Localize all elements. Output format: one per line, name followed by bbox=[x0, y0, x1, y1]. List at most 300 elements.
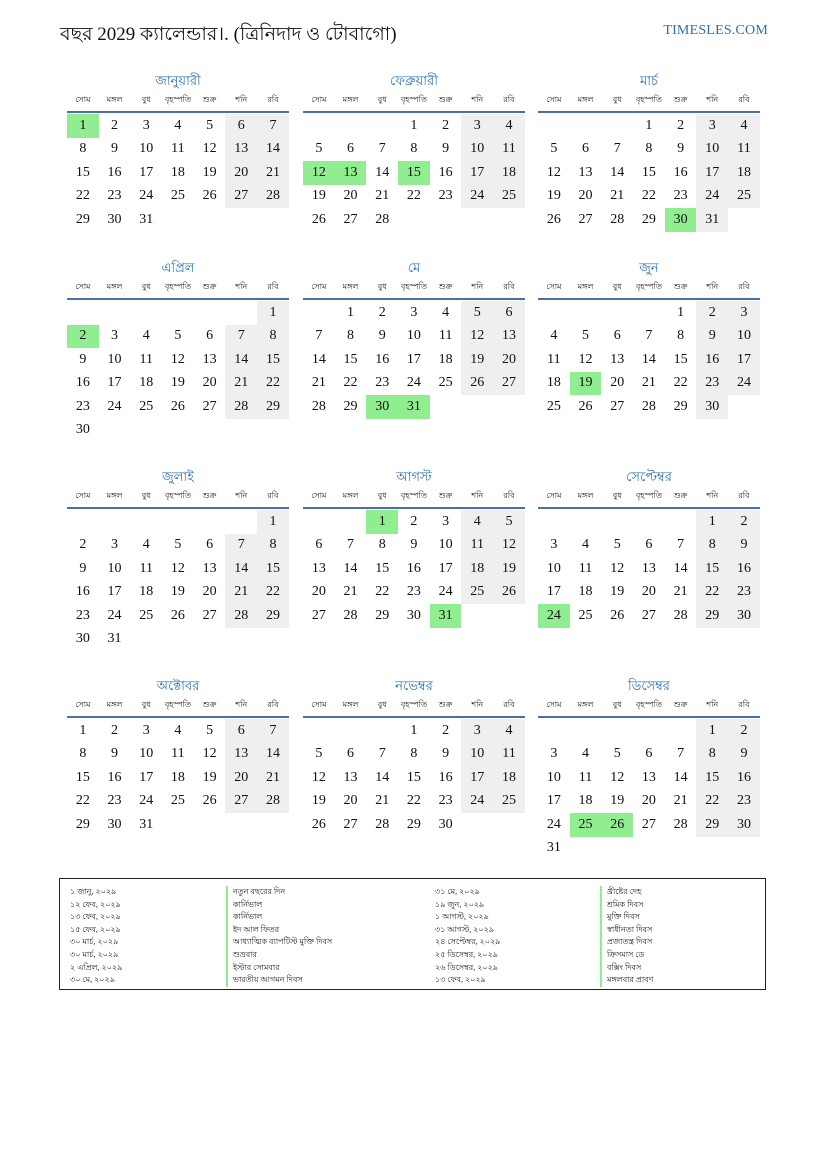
day-cell: 27 bbox=[311, 607, 326, 623]
day-cell: 24 bbox=[546, 816, 561, 832]
weekday-label: বৃহস্পতি bbox=[164, 491, 191, 500]
empty-cell bbox=[570, 719, 602, 743]
day-cell: 30 bbox=[665, 208, 697, 232]
weekday-label: রবি bbox=[503, 491, 515, 500]
day-cell: 22 bbox=[75, 188, 90, 204]
holiday-name: খ্রীষ্টের দেহ bbox=[600, 886, 653, 899]
day-cell: 20 bbox=[202, 375, 217, 391]
day-cell: 8 bbox=[677, 328, 685, 344]
day-cell: 30 bbox=[438, 816, 453, 832]
day-cell: 13 bbox=[225, 743, 257, 767]
day-cell: 29 bbox=[406, 816, 421, 832]
day-cell: 25 bbox=[170, 793, 185, 809]
day-cell: 28 bbox=[225, 604, 257, 628]
weekday-label: বুধ bbox=[612, 282, 622, 291]
day-cell: 17 bbox=[406, 351, 421, 367]
day-cell: 14 bbox=[257, 743, 289, 767]
day-cell: 12 bbox=[303, 161, 335, 185]
day-cell: 3 bbox=[111, 328, 119, 344]
empty-cell bbox=[130, 301, 162, 325]
day-cell: 18 bbox=[438, 351, 453, 367]
holiday-date: ১৩ ফেব, ২০২৯ bbox=[70, 912, 121, 922]
weekday-label: শুক্র bbox=[438, 282, 453, 291]
day-cell: 9 bbox=[728, 534, 760, 558]
month-name: জুন bbox=[639, 260, 659, 275]
day-cell: 5 bbox=[206, 117, 214, 133]
day-cell: 21 bbox=[225, 581, 257, 605]
day-cell: 4 bbox=[550, 328, 558, 344]
day-cell: 31 bbox=[139, 211, 154, 227]
empty-cell bbox=[99, 510, 131, 534]
holiday-date: ২৪ সেপ্টেম্বর, ২০২৯ bbox=[435, 937, 501, 947]
weekday-label: শুক্র bbox=[202, 491, 217, 500]
holiday-date: ৩০ মার্চ, ২০২৯ bbox=[70, 937, 119, 947]
day-cell: 21 bbox=[343, 584, 358, 600]
empty-cell bbox=[570, 301, 602, 325]
weekday-label: রবি bbox=[267, 700, 279, 709]
empty-cell bbox=[665, 510, 697, 534]
day-cell: 25 bbox=[170, 188, 185, 204]
weekday-label: রবি bbox=[738, 282, 750, 291]
day-cell: 25 bbox=[578, 607, 593, 623]
day-cell: 1 bbox=[257, 301, 289, 325]
holiday-name: মুক্তি দিবস bbox=[600, 911, 653, 924]
weekday-label: বুধ bbox=[377, 95, 387, 104]
empty-cell bbox=[335, 719, 367, 743]
day-cell: 3 bbox=[461, 719, 493, 743]
day-cell: 28 bbox=[343, 607, 358, 623]
day-cell: 29 bbox=[75, 816, 90, 832]
day-cell: 6 bbox=[645, 746, 653, 762]
month-name: এপ্রিল bbox=[161, 260, 195, 275]
day-cell: 27 bbox=[641, 816, 656, 832]
day-cell: 14 bbox=[673, 769, 688, 785]
day-cell: 23 bbox=[728, 790, 760, 814]
day-cell: 29 bbox=[257, 604, 289, 628]
day-cell: 14 bbox=[375, 164, 390, 180]
empty-cell bbox=[335, 114, 367, 138]
day-cell: 9 bbox=[79, 560, 87, 576]
month-calendar bbox=[303, 70, 525, 232]
day-cell: 16 bbox=[728, 557, 760, 581]
day-cell: 13 bbox=[343, 769, 358, 785]
day-cell: 14 bbox=[257, 138, 289, 162]
empty-cell bbox=[366, 114, 398, 138]
day-cell: 20 bbox=[311, 584, 326, 600]
day-cell: 7 bbox=[257, 719, 289, 743]
empty-cell bbox=[303, 114, 335, 138]
day-cell: 2 bbox=[79, 537, 87, 553]
day-cell: 17 bbox=[546, 584, 561, 600]
weekday-label: শনি bbox=[471, 95, 484, 104]
weekday-label: বুধ bbox=[141, 282, 151, 291]
day-cell: 28 bbox=[257, 790, 289, 814]
weekday-label: সোম bbox=[311, 700, 327, 709]
holiday-date: ১ জানু, ২০২৯ bbox=[70, 887, 117, 896]
weekday-header bbox=[67, 92, 289, 109]
day-cell: 3 bbox=[696, 114, 728, 138]
day-cell: 26 bbox=[311, 211, 326, 227]
day-cell: 19 bbox=[570, 372, 602, 396]
holiday-name: আধ্যাত্মিক ব্যাপটিস্ট মুক্তি দিবস bbox=[226, 936, 332, 949]
day-cell: 23 bbox=[375, 375, 390, 391]
day-cell: 5 bbox=[582, 328, 590, 344]
day-cell: 1 bbox=[410, 117, 418, 133]
day-cell: 21 bbox=[257, 161, 289, 185]
weekday-label: সোম bbox=[75, 700, 91, 709]
day-cell: 20 bbox=[202, 584, 217, 600]
weekday-header bbox=[538, 488, 760, 505]
holiday-date: ২ এপ্রিল, ২০২৯ bbox=[70, 962, 123, 972]
day-cell: 13 bbox=[610, 351, 625, 367]
weekday-label: মঙ্গল bbox=[342, 282, 359, 291]
day-cell: 9 bbox=[378, 328, 386, 344]
day-cell: 4 bbox=[582, 537, 590, 553]
legend-right-dates bbox=[435, 886, 500, 987]
day-cell: 25 bbox=[728, 185, 760, 209]
day-cell: 31 bbox=[430, 604, 462, 628]
weekday-label: সোম bbox=[75, 95, 91, 104]
holiday-date: ১৯ জুন, ২০২৯ bbox=[435, 899, 485, 909]
holiday-name: শুভ্রবার bbox=[226, 949, 332, 962]
day-cell: 18 bbox=[170, 164, 185, 180]
day-cell: 15 bbox=[406, 769, 421, 785]
day-cell: 4 bbox=[493, 114, 525, 138]
weekday-label: সোম bbox=[75, 491, 91, 500]
day-cell: 28 bbox=[673, 816, 688, 832]
day-cell: 16 bbox=[728, 766, 760, 790]
day-cell: 15 bbox=[696, 557, 728, 581]
day-cell: 8 bbox=[696, 743, 728, 767]
day-grid bbox=[303, 719, 525, 837]
day-cell: 2 bbox=[442, 722, 450, 738]
weekday-label: সোম bbox=[546, 282, 562, 291]
day-cell: 7 bbox=[347, 537, 355, 553]
day-cell: 26 bbox=[170, 607, 185, 623]
month-calendar bbox=[303, 257, 525, 419]
day-cell: 5 bbox=[493, 510, 525, 534]
weekday-label: শনি bbox=[235, 95, 248, 104]
month-name: মার্চ bbox=[639, 73, 658, 88]
day-cell: 15 bbox=[375, 560, 390, 576]
weekday-header bbox=[538, 697, 760, 714]
day-cell: 18 bbox=[139, 584, 154, 600]
day-cell: 30 bbox=[696, 395, 728, 419]
day-cell: 30 bbox=[107, 816, 122, 832]
day-cell: 24 bbox=[461, 185, 493, 209]
empty-cell bbox=[538, 719, 570, 743]
day-cell: 11 bbox=[578, 769, 593, 785]
empty-cell bbox=[633, 719, 665, 743]
page-title: বছর 2029 ক্যালেন্ডার।. (ত্রিনিদাদ ও টোবাগো) bbox=[60, 24, 397, 45]
day-cell: 21 bbox=[375, 793, 390, 809]
weekday-label: শনি bbox=[706, 491, 719, 500]
day-cell: 7 bbox=[225, 534, 257, 558]
day-cell: 17 bbox=[438, 560, 453, 576]
empty-cell bbox=[665, 719, 697, 743]
day-cell: 20 bbox=[343, 793, 358, 809]
day-cell: 31 bbox=[546, 840, 561, 856]
weekday-label: সোম bbox=[311, 282, 327, 291]
day-cell: 15 bbox=[696, 766, 728, 790]
day-cell: 5 bbox=[315, 141, 323, 157]
day-cell: 14 bbox=[673, 560, 688, 576]
day-cell: 2 bbox=[696, 301, 728, 325]
day-cell: 5 bbox=[613, 746, 621, 762]
day-cell: 9 bbox=[677, 141, 685, 157]
weekday-label: শনি bbox=[235, 491, 248, 500]
day-cell: 21 bbox=[257, 766, 289, 790]
day-cell: 16 bbox=[696, 348, 728, 372]
day-cell: 19 bbox=[610, 793, 625, 809]
day-cell: 22 bbox=[406, 188, 421, 204]
day-cell: 16 bbox=[75, 375, 90, 391]
day-cell: 2 bbox=[378, 304, 386, 320]
empty-cell bbox=[162, 510, 194, 534]
day-cell: 24 bbox=[538, 604, 570, 628]
day-cell: 2 bbox=[442, 117, 450, 133]
day-cell: 23 bbox=[438, 793, 453, 809]
day-cell: 1 bbox=[677, 304, 685, 320]
holiday-date: ১ আগস্ট, ২০২৯ bbox=[435, 912, 489, 922]
day-cell: 20 bbox=[493, 348, 525, 372]
month-name: আগস্ট bbox=[396, 469, 432, 484]
day-cell: 4 bbox=[142, 537, 150, 553]
day-cell: 21 bbox=[673, 584, 688, 600]
day-cell: 22 bbox=[696, 581, 728, 605]
empty-cell bbox=[633, 510, 665, 534]
day-cell: 19 bbox=[202, 769, 217, 785]
day-cell: 28 bbox=[673, 607, 688, 623]
weekday-header bbox=[67, 279, 289, 296]
day-cell: 26 bbox=[493, 581, 525, 605]
month-calendar bbox=[67, 466, 289, 651]
day-cell: 27 bbox=[202, 607, 217, 623]
day-cell: 24 bbox=[438, 584, 453, 600]
holiday-name: স্বাধীনতা দিবস bbox=[600, 924, 653, 937]
day-cell: 4 bbox=[728, 114, 760, 138]
day-cell: 14 bbox=[225, 557, 257, 581]
holiday-name: কার্নিভাল bbox=[226, 899, 332, 912]
day-cell: 6 bbox=[315, 537, 323, 553]
day-grid bbox=[538, 114, 760, 232]
day-cell: 4 bbox=[442, 304, 450, 320]
weekday-label: বৃহস্পতি bbox=[400, 491, 427, 500]
holiday-name: ইদ আল ফিতর bbox=[226, 924, 332, 937]
day-cell: 5 bbox=[174, 537, 182, 553]
day-cell: 22 bbox=[343, 375, 358, 391]
day-cell: 29 bbox=[673, 398, 688, 414]
empty-cell bbox=[538, 510, 570, 534]
day-cell: 14 bbox=[311, 351, 326, 367]
day-cell: 8 bbox=[645, 141, 653, 157]
day-cell: 16 bbox=[107, 164, 122, 180]
day-grid bbox=[67, 301, 289, 442]
weekday-label: রবি bbox=[267, 95, 279, 104]
day-cell: 11 bbox=[139, 351, 153, 367]
month-name: মে bbox=[407, 260, 421, 275]
day-cell: 17 bbox=[107, 584, 122, 600]
day-cell: 21 bbox=[225, 372, 257, 396]
day-cell: 6 bbox=[347, 746, 355, 762]
header-rule bbox=[67, 298, 289, 300]
weekday-label: বুধ bbox=[612, 700, 622, 709]
day-cell: 19 bbox=[311, 188, 326, 204]
weekday-label: বুধ bbox=[141, 700, 151, 709]
day-cell: 23 bbox=[406, 584, 421, 600]
day-cell: 20 bbox=[578, 188, 593, 204]
holiday-date: ১৫ ফেব, ২০২৯ bbox=[70, 924, 121, 934]
day-cell: 19 bbox=[202, 164, 217, 180]
day-cell: 20 bbox=[343, 188, 358, 204]
day-cell: 4 bbox=[174, 722, 182, 738]
weekday-header bbox=[67, 488, 289, 505]
day-cell: 25 bbox=[438, 375, 453, 391]
day-cell: 21 bbox=[311, 375, 326, 391]
day-cell: 8 bbox=[79, 746, 87, 762]
day-cell: 25 bbox=[570, 813, 602, 837]
day-cell: 7 bbox=[645, 328, 653, 344]
day-cell: 29 bbox=[696, 604, 728, 628]
day-cell: 11 bbox=[139, 560, 153, 576]
day-cell: 22 bbox=[375, 584, 390, 600]
header-rule bbox=[538, 507, 760, 509]
day-cell: 21 bbox=[375, 188, 390, 204]
day-cell: 8 bbox=[410, 746, 418, 762]
day-cell: 25 bbox=[139, 398, 154, 414]
day-cell: 28 bbox=[375, 211, 390, 227]
month-calendar bbox=[67, 257, 289, 442]
day-cell: 27 bbox=[578, 211, 593, 227]
weekday-label: শনি bbox=[471, 282, 484, 291]
day-cell: 11 bbox=[493, 743, 525, 767]
day-grid bbox=[538, 301, 760, 419]
day-cell: 6 bbox=[582, 141, 590, 157]
day-cell: 19 bbox=[170, 375, 185, 391]
weekday-header bbox=[303, 488, 525, 505]
weekday-label: মঙ্গল bbox=[342, 491, 359, 500]
day-grid bbox=[303, 114, 525, 232]
day-cell: 9 bbox=[79, 351, 87, 367]
holiday-name: ভারতীয় আগমন দিবস bbox=[226, 974, 332, 987]
day-cell: 16 bbox=[438, 769, 453, 785]
day-cell: 12 bbox=[610, 560, 625, 576]
empty-cell bbox=[225, 301, 257, 325]
header-rule bbox=[303, 298, 525, 300]
month-calendar bbox=[538, 257, 760, 419]
day-cell: 24 bbox=[728, 372, 760, 396]
day-cell: 15 bbox=[673, 351, 688, 367]
empty-cell bbox=[633, 301, 665, 325]
brand-link[interactable]: TIMESLES.COM bbox=[663, 23, 768, 38]
day-cell: 29 bbox=[343, 398, 358, 414]
day-cell: 15 bbox=[75, 164, 90, 180]
day-cell: 12 bbox=[610, 769, 625, 785]
holiday-name: মঙ্গলবার প্রাবণ bbox=[600, 974, 653, 987]
holiday-legend bbox=[59, 878, 766, 990]
day-cell: 27 bbox=[610, 398, 625, 414]
day-cell: 15 bbox=[343, 351, 358, 367]
holiday-date: ১৩ ফেব, ২০২৯ bbox=[435, 975, 486, 985]
day-cell: 11 bbox=[493, 138, 525, 162]
day-cell: 24 bbox=[461, 790, 493, 814]
weekday-label: শুক্র bbox=[438, 491, 453, 500]
day-grid bbox=[538, 719, 760, 860]
day-cell: 20 bbox=[610, 375, 625, 391]
day-cell: 7 bbox=[257, 114, 289, 138]
day-cell: 25 bbox=[493, 185, 525, 209]
day-cell: 25 bbox=[139, 607, 154, 623]
day-cell: 11 bbox=[547, 351, 561, 367]
day-cell: 29 bbox=[75, 211, 90, 227]
day-cell: 4 bbox=[582, 746, 590, 762]
day-cell: 1 bbox=[79, 722, 87, 738]
day-cell: 7 bbox=[613, 141, 621, 157]
day-cell: 1 bbox=[257, 510, 289, 534]
holiday-date: ৩১ মে, ২০২৯ bbox=[435, 887, 480, 896]
day-cell: 25 bbox=[493, 790, 525, 814]
day-cell: 8 bbox=[347, 328, 355, 344]
day-cell: 12 bbox=[170, 560, 185, 576]
day-cell: 10 bbox=[546, 769, 561, 785]
weekday-label: রবি bbox=[503, 700, 515, 709]
weekday-label: মঙ্গল bbox=[342, 700, 359, 709]
day-cell: 26 bbox=[601, 813, 633, 837]
day-grid bbox=[67, 114, 289, 232]
empty-cell bbox=[194, 510, 226, 534]
day-cell: 10 bbox=[461, 138, 493, 162]
day-cell: 15 bbox=[75, 769, 90, 785]
day-cell: 11 bbox=[438, 328, 453, 344]
day-cell: 12 bbox=[493, 534, 525, 558]
holiday-date: ২৬ ডিসেম্বর, ২০২৯ bbox=[435, 962, 498, 972]
day-cell: 30 bbox=[406, 607, 421, 623]
day-cell: 27 bbox=[343, 816, 358, 832]
day-cell: 12 bbox=[311, 769, 326, 785]
day-cell: 21 bbox=[641, 375, 656, 391]
day-cell: 8 bbox=[257, 534, 289, 558]
weekday-label: সোম bbox=[546, 491, 562, 500]
day-cell: 22 bbox=[75, 793, 90, 809]
holiday-date: ১২ ফেব, ২০২৯ bbox=[70, 899, 121, 909]
month-calendar bbox=[67, 70, 289, 232]
day-cell: 22 bbox=[696, 790, 728, 814]
day-cell: 19 bbox=[311, 793, 326, 809]
empty-cell bbox=[303, 510, 335, 534]
day-cell: 13 bbox=[641, 560, 656, 576]
day-cell: 3 bbox=[111, 537, 119, 553]
day-cell: 10 bbox=[139, 141, 154, 157]
month-name: সেপ্টেম্বর bbox=[626, 469, 672, 484]
month-calendar bbox=[303, 675, 525, 837]
empty-cell bbox=[538, 114, 570, 138]
month-calendar bbox=[67, 675, 289, 837]
day-cell: 27 bbox=[641, 607, 656, 623]
day-cell: 28 bbox=[311, 398, 326, 414]
weekday-label: সোম bbox=[546, 95, 562, 104]
day-cell: 19 bbox=[493, 557, 525, 581]
day-cell: 13 bbox=[578, 164, 593, 180]
header-rule bbox=[67, 507, 289, 509]
day-cell: 7 bbox=[677, 746, 685, 762]
day-cell: 18 bbox=[578, 584, 593, 600]
weekday-label: শুক্র bbox=[202, 95, 217, 104]
day-cell: 8 bbox=[257, 325, 289, 349]
weekday-label: মঙ্গল bbox=[342, 95, 359, 104]
weekday-label: বৃহস্পতি bbox=[635, 282, 662, 291]
day-cell: 29 bbox=[257, 395, 289, 419]
weekday-label: রবি bbox=[267, 282, 279, 291]
